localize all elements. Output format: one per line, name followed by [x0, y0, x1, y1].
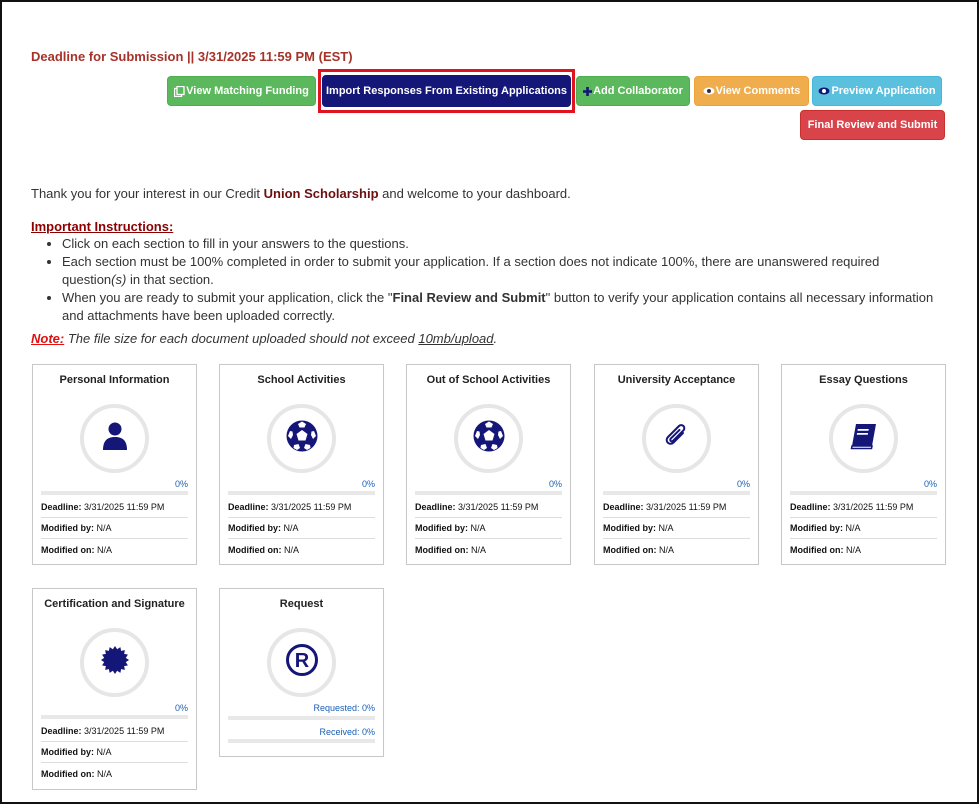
- section-card[interactable]: [219, 364, 384, 565]
- deadline-label: Deadline:: [415, 502, 456, 512]
- welcome-text: [31, 186, 571, 201]
- note-limit: 10mb/upload: [418, 331, 494, 346]
- section-card[interactable]: [32, 588, 197, 790]
- eye-icon: [703, 87, 715, 95]
- deadline-label: Deadline:: [228, 502, 269, 512]
- section-card[interactable]: [32, 364, 197, 565]
- submission-deadline: Deadline for Submission || 3/31/2025 11:59 PM (EST): [31, 49, 353, 64]
- deadline-row: [41, 726, 188, 736]
- registered-icon: [285, 643, 319, 682]
- modified-on-value: N/A: [284, 545, 300, 555]
- modified-on-label: Modified on:: [41, 769, 95, 779]
- divider: [228, 517, 375, 518]
- deadline-row: [790, 502, 937, 512]
- plus-icon: [583, 87, 592, 96]
- modified-on-value: N/A: [97, 545, 113, 555]
- deadline-value: 3/31/2025 11:59 PM: [646, 502, 727, 512]
- modified-by-label: Modified by:: [415, 523, 468, 533]
- divider: [41, 538, 188, 539]
- modified-on-label: Modified on:: [228, 545, 282, 555]
- modified-by-label: Modified by:: [41, 523, 94, 533]
- modified-on-label: Modified on:: [41, 545, 95, 555]
- deadline-row: [228, 502, 375, 512]
- modified-by-value: N/A: [658, 523, 674, 533]
- divider: [603, 538, 750, 539]
- instruction-text: Click on each section to fill in your answers to the questions.: [62, 236, 409, 251]
- modified-on-row: [603, 545, 750, 555]
- divider: [41, 741, 188, 742]
- completion-percent: 0%: [174, 703, 188, 713]
- deadline-value: 3/31/2025 11:59 PM: [84, 726, 165, 736]
- deadline-value: 3/31/2025 11:59 PM: [271, 502, 352, 512]
- deadline-row: [415, 502, 562, 512]
- divider: [790, 538, 937, 539]
- instruction-text: in that section.: [126, 272, 214, 287]
- completion-progress-bar: [603, 491, 750, 495]
- completion-percent: 0%: [174, 479, 188, 489]
- deadline-label: Deadline:: [603, 502, 644, 512]
- book-icon: [849, 422, 879, 455]
- request-card[interactable]: [219, 588, 384, 757]
- final-review-submit-label: Final Review and Submit: [807, 119, 938, 131]
- instruction-text: Final Review and Submit: [392, 290, 546, 305]
- section-card[interactable]: [781, 364, 946, 565]
- instruction-text: Each section must be 100% completed in order to submit your application. If a section does not indicate 100%, there are unanswered required question: [62, 254, 880, 287]
- import-responses-label: Import Responses From Existing Applications: [325, 85, 568, 97]
- card-title: University Acceptance: [617, 374, 736, 386]
- paperclip-icon: [662, 421, 692, 456]
- icon-circle: [267, 628, 336, 697]
- modified-by-row: [603, 523, 750, 533]
- note-end: .: [493, 331, 498, 346]
- modified-by-row: [415, 523, 562, 533]
- section-card[interactable]: [594, 364, 759, 565]
- deadline-label: Deadline:: [41, 726, 82, 736]
- icon-circle: [267, 404, 336, 473]
- completion-percent: 0%: [736, 479, 750, 489]
- soccer-ball-icon: [472, 419, 506, 458]
- preview-application-label: Preview Application: [831, 85, 936, 97]
- eye-icon: [818, 87, 830, 95]
- instruction-item: [62, 253, 946, 289]
- deadline-row: [41, 502, 188, 512]
- modified-on-value: N/A: [471, 545, 487, 555]
- instruction-item: [62, 289, 946, 325]
- completion-progress-bar: [415, 491, 562, 495]
- view-comments-label: View Comments: [715, 85, 801, 97]
- deadline-row: [603, 502, 750, 512]
- completion-progress-bar: [41, 491, 188, 495]
- instruction-text: (s): [111, 272, 127, 287]
- welcome-suffix: and welcome to your dashboard.: [378, 186, 571, 201]
- completion-percent: 0%: [548, 479, 562, 489]
- modified-on-value: N/A: [659, 545, 675, 555]
- card-title: Certification and Signature: [44, 598, 185, 610]
- instructions-title: Important Instructions:: [31, 219, 174, 234]
- completion-progress-bar: [790, 491, 937, 495]
- modified-on-value: N/A: [97, 769, 113, 779]
- modified-by-value: N/A: [283, 523, 299, 533]
- modified-on-row: [415, 545, 562, 555]
- instruction-text: When you are ready to submit your application, click the ": [62, 290, 393, 305]
- card-title: Essay Questions: [819, 374, 908, 386]
- welcome-prefix: Thank you for your interest in our Credit: [31, 186, 264, 201]
- modified-on-row: [41, 545, 188, 555]
- received-percent: Received: 0%: [319, 727, 375, 737]
- card-title: Out of School Activities: [426, 374, 551, 386]
- certificate-icon: [100, 645, 130, 680]
- icon-circle: [80, 628, 149, 697]
- section-card[interactable]: [406, 364, 571, 565]
- modified-by-row: [790, 523, 937, 533]
- deadline-value: 3/31/2025 11:59 PM: [84, 502, 165, 512]
- modified-by-label: Modified by:: [228, 523, 281, 533]
- requested-progress-bar: [228, 716, 375, 720]
- preview-application-button[interactable]: [812, 76, 942, 106]
- completion-percent: 0%: [361, 479, 375, 489]
- final-review-submit-button[interactable]: [800, 110, 945, 140]
- divider: [790, 517, 937, 518]
- modified-by-label: Modified by:: [603, 523, 656, 533]
- instructions-list: [46, 235, 946, 325]
- modified-on-row: [228, 545, 375, 555]
- divider: [41, 762, 188, 763]
- completion-progress-bar: [41, 715, 188, 719]
- modified-on-label: Modified on:: [415, 545, 469, 555]
- modified-by-value: N/A: [96, 523, 112, 533]
- add-collaborator-button[interactable]: [576, 76, 690, 106]
- modified-on-row: [790, 545, 937, 555]
- icon-circle: [642, 404, 711, 473]
- soccer-ball-icon: [285, 419, 319, 458]
- deadline-value: 3/31/2025 11:59 PM: [458, 502, 539, 512]
- modified-by-value: N/A: [845, 523, 861, 533]
- modified-by-label: Modified by:: [41, 747, 94, 757]
- received-progress-bar: [228, 739, 375, 743]
- modified-by-row: [41, 747, 188, 757]
- divider: [603, 517, 750, 518]
- note-label: Note:: [31, 331, 65, 346]
- modified-by-label: Modified by:: [790, 523, 843, 533]
- divider: [415, 517, 562, 518]
- svg-text:R: R: [294, 650, 309, 672]
- modified-on-value: N/A: [846, 545, 862, 555]
- divider: [415, 538, 562, 539]
- file-size-note: [31, 331, 497, 346]
- highlight-box: [318, 69, 575, 113]
- card-title: School Activities: [257, 374, 346, 386]
- icon-circle: [829, 404, 898, 473]
- instruction-item: [62, 235, 946, 253]
- modified-on-label: Modified on:: [603, 545, 657, 555]
- modified-by-value: N/A: [96, 747, 112, 757]
- icon-circle: [80, 404, 149, 473]
- view-matching-funding-button[interactable]: [167, 76, 316, 106]
- card-title: Personal Information: [59, 374, 170, 386]
- deadline-label: Deadline:: [790, 502, 831, 512]
- completion-progress-bar: [228, 491, 375, 495]
- deadline-value: 3/31/2025 11:59 PM: [833, 502, 914, 512]
- modified-on-label: Modified on:: [790, 545, 844, 555]
- copy-icon: [174, 86, 185, 97]
- card-title: Request: [279, 598, 324, 610]
- view-matching-funding-label: View Matching Funding: [186, 85, 309, 97]
- modified-on-row: [41, 769, 188, 779]
- note-text: The file size for each document uploaded should not exceed: [64, 331, 419, 346]
- user-icon: [102, 421, 128, 456]
- view-comments-button[interactable]: [694, 76, 809, 106]
- modified-by-row: [228, 523, 375, 533]
- modified-by-row: [41, 523, 188, 533]
- deadline-label: Deadline:: [41, 502, 82, 512]
- divider: [228, 538, 375, 539]
- modified-by-value: N/A: [470, 523, 486, 533]
- divider: [41, 517, 188, 518]
- requested-percent: Requested: 0%: [313, 703, 375, 713]
- instruction-text: " button to verify your application contains all necessary information and attachments have been uploaded correctly.: [62, 290, 934, 323]
- add-collaborator-label: Add Collaborator: [593, 85, 683, 97]
- completion-percent: 0%: [923, 479, 937, 489]
- scholarship-name: Union Scholarship: [263, 186, 379, 201]
- icon-circle: [454, 404, 523, 473]
